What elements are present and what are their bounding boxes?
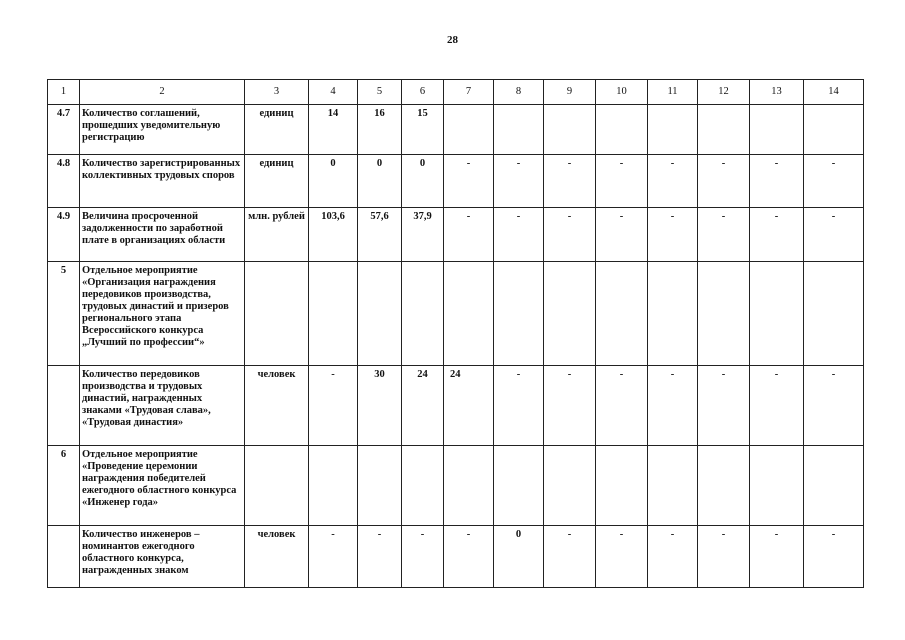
value-cell: -	[804, 526, 864, 588]
value-cell: -	[309, 526, 358, 588]
value-cell	[494, 446, 544, 526]
value-cell	[402, 446, 444, 526]
table-row	[48, 105, 864, 155]
indicator-name: Отдельное мероприятие «Организация награждения передовиков производства, трудовых династий и призеров регионального этапа Всероссийского конкурса „Лучший по профессии“»	[80, 262, 245, 366]
value-cell: -	[444, 208, 494, 262]
value-cell	[358, 446, 402, 526]
table-row	[48, 366, 864, 446]
value-cell: 57,6	[358, 208, 402, 262]
value-cell	[804, 446, 864, 526]
value-cell: 16	[358, 105, 402, 155]
unit-cell: единиц	[245, 105, 309, 155]
column-header: 13	[750, 80, 804, 105]
page-number: 28	[447, 34, 458, 46]
value-cell: -	[494, 208, 544, 262]
value-cell	[750, 262, 804, 366]
row-number	[48, 366, 80, 446]
value-cell: -	[804, 366, 864, 446]
value-cell: -	[804, 208, 864, 262]
value-cell	[444, 262, 494, 366]
indicator-name: Количество инженеров – номинантов ежегодного областного конкурса, награжденных знаком	[80, 526, 245, 588]
value-cell: -	[804, 155, 864, 208]
value-cell: -	[544, 208, 596, 262]
table-row	[48, 155, 864, 208]
row-number: 5	[48, 262, 80, 366]
value-cell	[402, 262, 444, 366]
value-cell: -	[750, 208, 804, 262]
table-header-row	[48, 80, 864, 105]
row-number: 4.7	[48, 105, 80, 155]
value-cell	[544, 105, 596, 155]
value-cell	[494, 105, 544, 155]
value-cell: 24	[444, 366, 494, 446]
value-cell: -	[544, 155, 596, 208]
value-cell: -	[494, 366, 544, 446]
indicator-name: Количество соглашений, прошедших уведомительную регистрацию	[80, 105, 245, 155]
value-cell: 37,9	[402, 208, 444, 262]
unit-cell: человек	[245, 366, 309, 446]
value-cell	[544, 446, 596, 526]
row-number: 6	[48, 446, 80, 526]
value-cell: -	[698, 366, 750, 446]
column-header: 3	[245, 80, 309, 105]
value-cell	[698, 262, 750, 366]
value-cell: -	[750, 155, 804, 208]
value-cell: -	[309, 366, 358, 446]
table-row	[48, 208, 864, 262]
column-header: 4	[309, 80, 358, 105]
column-header: 1	[48, 80, 80, 105]
row-number	[48, 526, 80, 588]
unit-cell: человек	[245, 526, 309, 588]
value-cell: -	[596, 208, 648, 262]
value-cell	[698, 105, 750, 155]
table-row	[48, 446, 864, 526]
value-cell: -	[698, 526, 750, 588]
value-cell	[444, 446, 494, 526]
value-cell: -	[698, 155, 750, 208]
indicator-name: Количество зарегистрированных коллективных трудовых споров	[80, 155, 245, 208]
value-cell	[648, 262, 698, 366]
indicators-table	[47, 79, 864, 588]
column-header: 9	[544, 80, 596, 105]
value-cell: 0	[309, 155, 358, 208]
value-cell: -	[358, 526, 402, 588]
column-header: 8	[494, 80, 544, 105]
column-header: 11	[648, 80, 698, 105]
unit-cell: единиц	[245, 155, 309, 208]
value-cell	[596, 262, 648, 366]
value-cell: -	[648, 208, 698, 262]
value-cell: 103,6	[309, 208, 358, 262]
value-cell	[544, 262, 596, 366]
value-cell: -	[444, 155, 494, 208]
column-header: 7	[444, 80, 494, 105]
unit-cell: млн. рублей	[245, 208, 309, 262]
row-number: 4.9	[48, 208, 80, 262]
value-cell	[648, 446, 698, 526]
value-cell: 30	[358, 366, 402, 446]
value-cell: -	[402, 526, 444, 588]
value-cell	[309, 446, 358, 526]
indicator-name: Отдельное мероприятие «Проведение церемонии награждения победителей ежегодного областного конкурса «Инженер года»	[80, 446, 245, 526]
value-cell: 0	[402, 155, 444, 208]
value-cell	[804, 262, 864, 366]
value-cell	[494, 262, 544, 366]
value-cell: -	[544, 526, 596, 588]
value-cell	[750, 105, 804, 155]
value-cell	[444, 105, 494, 155]
value-cell: 15	[402, 105, 444, 155]
unit-cell	[245, 262, 309, 366]
column-header: 14	[804, 80, 864, 105]
value-cell: -	[494, 155, 544, 208]
value-cell	[804, 105, 864, 155]
column-header: 6	[402, 80, 444, 105]
column-header: 5	[358, 80, 402, 105]
table-row	[48, 526, 864, 588]
indicator-name: Количество передовиков производства и трудовых династий, награжденных знаками «Трудовая слава», «Трудовая династия»	[80, 366, 245, 446]
value-cell: 14	[309, 105, 358, 155]
table-row	[48, 262, 864, 366]
value-cell: -	[750, 526, 804, 588]
value-cell	[698, 446, 750, 526]
value-cell	[309, 262, 358, 366]
indicator-name: Величина просроченной задолженности по заработной плате в организациях области	[80, 208, 245, 262]
value-cell: -	[648, 155, 698, 208]
value-cell: -	[750, 366, 804, 446]
unit-cell	[245, 446, 309, 526]
value-cell: -	[698, 208, 750, 262]
value-cell: -	[544, 366, 596, 446]
value-cell	[596, 105, 648, 155]
value-cell: 24	[402, 366, 444, 446]
value-cell: 0	[358, 155, 402, 208]
value-cell	[750, 446, 804, 526]
row-number: 4.8	[48, 155, 80, 208]
column-header: 10	[596, 80, 648, 105]
value-cell: -	[648, 526, 698, 588]
value-cell	[648, 105, 698, 155]
value-cell: -	[596, 366, 648, 446]
value-cell: -	[648, 366, 698, 446]
value-cell	[358, 262, 402, 366]
value-cell: -	[596, 526, 648, 588]
value-cell: -	[596, 155, 648, 208]
column-header: 2	[80, 80, 245, 105]
value-cell: -	[444, 526, 494, 588]
value-cell: 0	[494, 526, 544, 588]
column-header: 12	[698, 80, 750, 105]
value-cell	[596, 446, 648, 526]
